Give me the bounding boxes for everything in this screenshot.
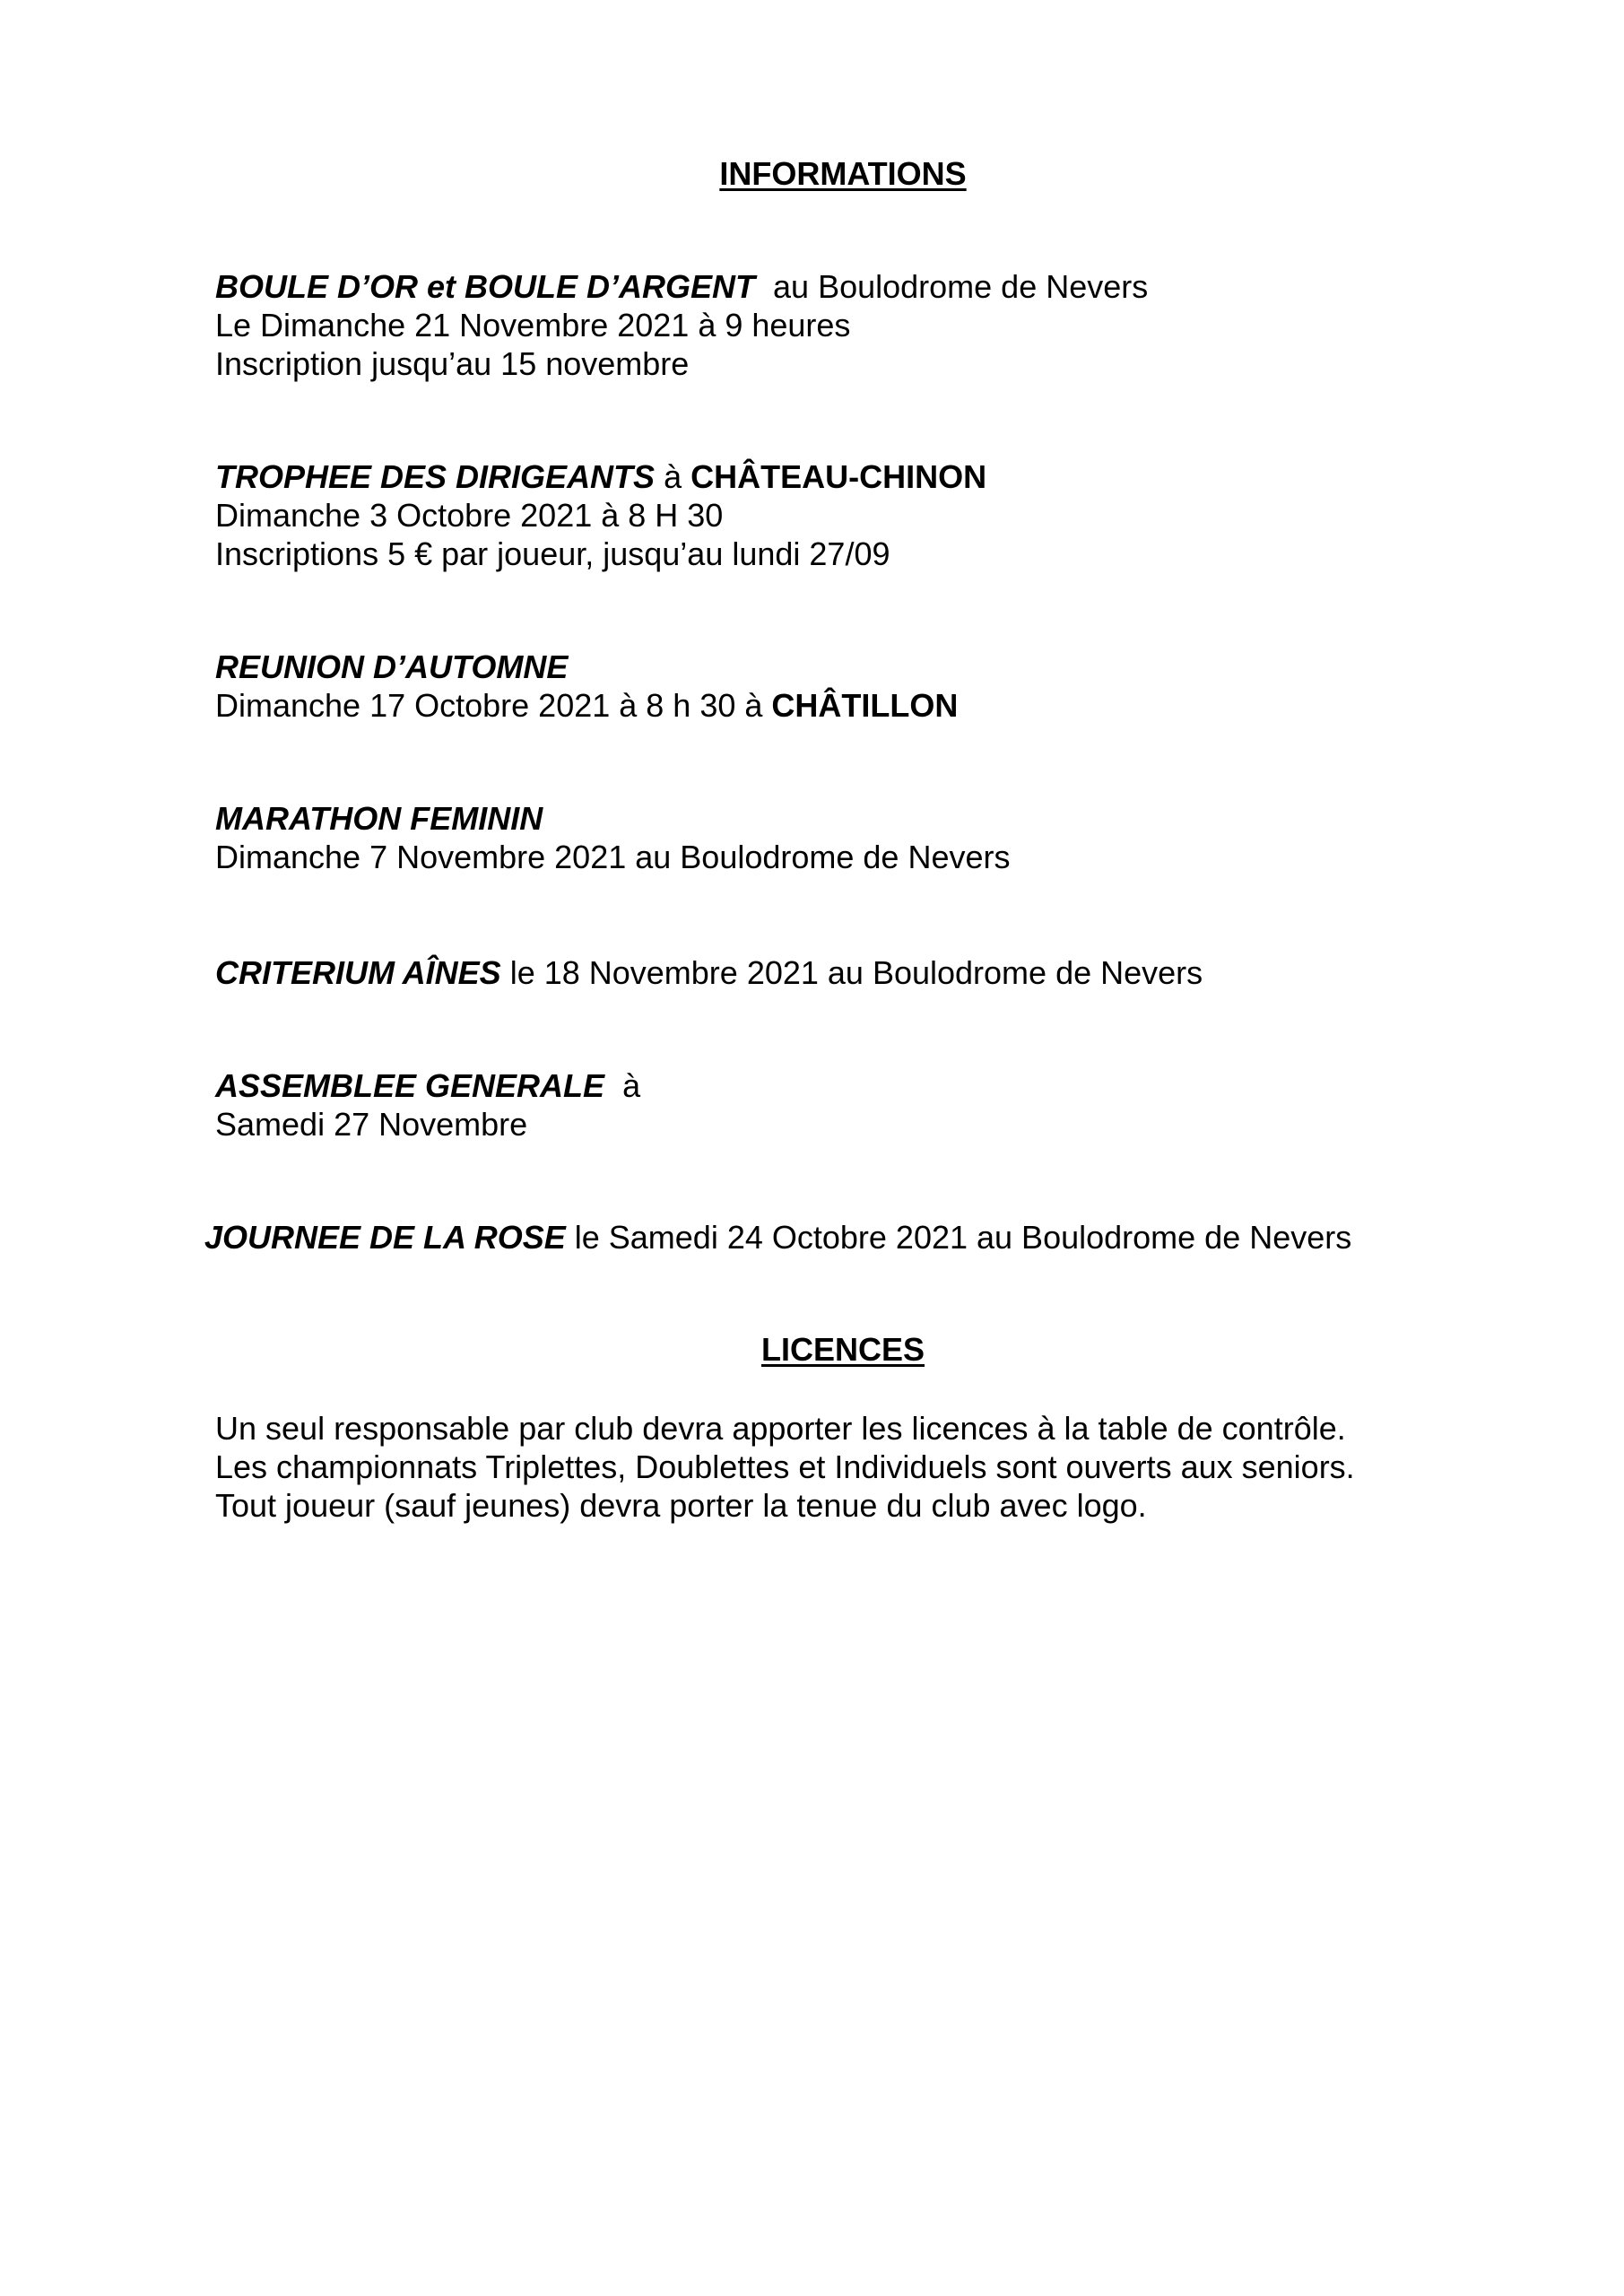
event-title: REUNION D’AUTOMNE (215, 648, 569, 685)
event-detail: Inscription jusqu’au 15 novembre (215, 345, 690, 382)
event-trophee-title-line (215, 457, 986, 496)
event-marathon-title-line (215, 799, 543, 838)
event-title-suffix: le 18 Novembre 2021 au Boulodrome de Nevers (500, 954, 1203, 991)
event-detail: Dimanche 7 Novembre 2021 au Boulodrome de Nevers (215, 839, 1011, 875)
licences-heading: LICENCES (760, 1331, 925, 1368)
event-title-suffix: au Boulodrome de Nevers (755, 268, 1149, 305)
event-title-suffix: à (655, 458, 691, 495)
event-detail: Dimanche 17 Octobre 2021 à 8 h 30 à (215, 687, 772, 724)
event-detail: Le Dimanche 21 Novembre 2021 à 9 heures (215, 307, 851, 344)
event-title: ASSEMBLEE GENERALE (215, 1067, 605, 1104)
event-assemblee-title-line (215, 1066, 640, 1105)
event-detail: Inscriptions 5 € par joueur, jusqu’au lundi 27/09 (215, 535, 890, 572)
event-reunion-detail-line (215, 686, 958, 725)
event-title: CRITERIUM AÎNES (215, 954, 501, 991)
event-journee-rose-title-line (204, 1218, 1351, 1257)
licences-line: Tout joueur (sauf jeunes) devra porter la tenue du club avec logo. (215, 1487, 1147, 1524)
informations-heading: INFORMATIONS (719, 155, 967, 192)
event-boule-or-title-line (215, 267, 1148, 306)
event-reunion-title-line (215, 648, 568, 686)
event-title: MARATHON FEMININ (215, 800, 543, 837)
event-title-suffix: à (604, 1067, 641, 1104)
event-place: CHÂTILLON (771, 687, 959, 724)
event-title-suffix: le Samedi 24 Octobre 2021 au Boulodrome de Nevers (565, 1219, 1352, 1256)
event-detail: Samedi 27 Novembre (215, 1106, 528, 1143)
event-detail: Dimanche 3 Octobre 2021 à 8 H 30 (215, 497, 724, 534)
event-title: BOULE D’OR et BOULE D’ARGENT (215, 268, 756, 305)
event-place: CHÂTEAU-CHINON (690, 458, 987, 495)
licences-line: Un seul responsable par club devra apporter les licences à la table de contrôle. (215, 1410, 1346, 1447)
event-criterium-title-line (215, 953, 1203, 992)
licences-line: Les championnats Triplettes, Doublettes et Individuels sont ouverts aux seniors. (215, 1448, 1355, 1485)
event-title: TROPHEE DES DIRIGEANTS (215, 458, 656, 495)
event-title: JOURNEE DE LA ROSE (204, 1219, 566, 1256)
